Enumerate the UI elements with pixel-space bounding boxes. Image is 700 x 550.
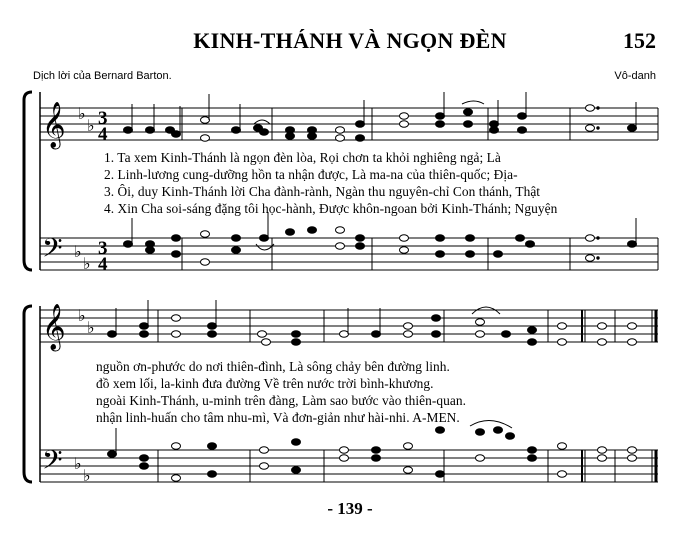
time-sig-bottom-1: 4 xyxy=(98,124,108,145)
verse-3-line-2: ngoài Kinh-Thánh, u-minh trên đàng, Làm sao bước vào thiên-quan. xyxy=(96,393,467,408)
verse-3-line-1: 3. Ôi, duy Kinh-Thánh lời Cha đành-rành, Ngàn thu nguyên-chỉ Con thánh, Thật xyxy=(104,184,541,199)
hymn-title: KINH-THÁNH VÀ NGỌN ĐÈN xyxy=(193,28,507,53)
verse-1-line-1: 1. Ta xem Kinh-Thánh là ngọn đèn lòa, Rọi chơn ta khỏi nghiêng ngả; Là xyxy=(104,150,501,165)
key-flat-1d: ♭ xyxy=(83,254,91,273)
treble-clef-1: 𝄞 xyxy=(42,102,66,148)
key-flat-2a: ♭ xyxy=(78,306,86,325)
time-sig-bottom-2: 4 xyxy=(98,254,108,275)
bass-notes-2 xyxy=(108,420,637,481)
verse-4-line-1: 4. Xin Cha soi-sáng đặng tôi học-hành, Được khôn-ngoan bởi Kinh-Thánh; Nguyện xyxy=(104,201,558,216)
time-sig-top-1: 3 xyxy=(98,108,108,129)
key-flat-1a: ♭ xyxy=(78,104,86,123)
treble-staff-1 xyxy=(40,108,658,140)
hymn-number: 152 xyxy=(623,28,656,53)
treble-notes-2 xyxy=(108,300,637,345)
composer-credit: Vô-danh xyxy=(614,70,656,82)
treble-clef-2: 𝄞 xyxy=(42,304,66,350)
bass-staff-2 xyxy=(40,450,658,482)
page-number: - 139 - xyxy=(327,499,373,518)
key-flat-2d: ♭ xyxy=(83,466,91,485)
bass-clef-2: 𝄢 xyxy=(42,444,63,482)
bass-notes-1 xyxy=(124,212,637,265)
system1-brace xyxy=(24,92,32,270)
bass-clef-1: 𝄢 xyxy=(42,232,63,270)
key-flat-1b: ♭ xyxy=(87,116,95,135)
key-flat-2c: ♭ xyxy=(74,454,82,473)
verse-2-line-1: 2. Linh-lương cung-dưỡng hồn ta nhận được, Là ma-na của thiên-quốc; Địa- xyxy=(104,167,518,182)
time-sig-top-2: 3 xyxy=(98,238,108,259)
translator-credit: Dịch lời của Bernard Barton. xyxy=(33,70,172,82)
verse-2-line-2: đồ xem lối, la-kinh đưa đường Về trên nước trời bình-khương. xyxy=(96,376,434,391)
key-flat-2b: ♭ xyxy=(87,318,95,337)
system2-brace xyxy=(24,306,32,482)
verse-1-line-2: nguồn ơn-phước do nơi thiên-đình, Là sông chảy bên đường linh. xyxy=(96,359,450,374)
treble-notes-1 xyxy=(124,92,637,141)
key-flat-1c: ♭ xyxy=(74,242,82,261)
verse-4-line-2: nhận linh-huấn cho tâm nhu-mì, Và đơn-giản như hài-nhi. A-MEN. xyxy=(96,410,460,425)
